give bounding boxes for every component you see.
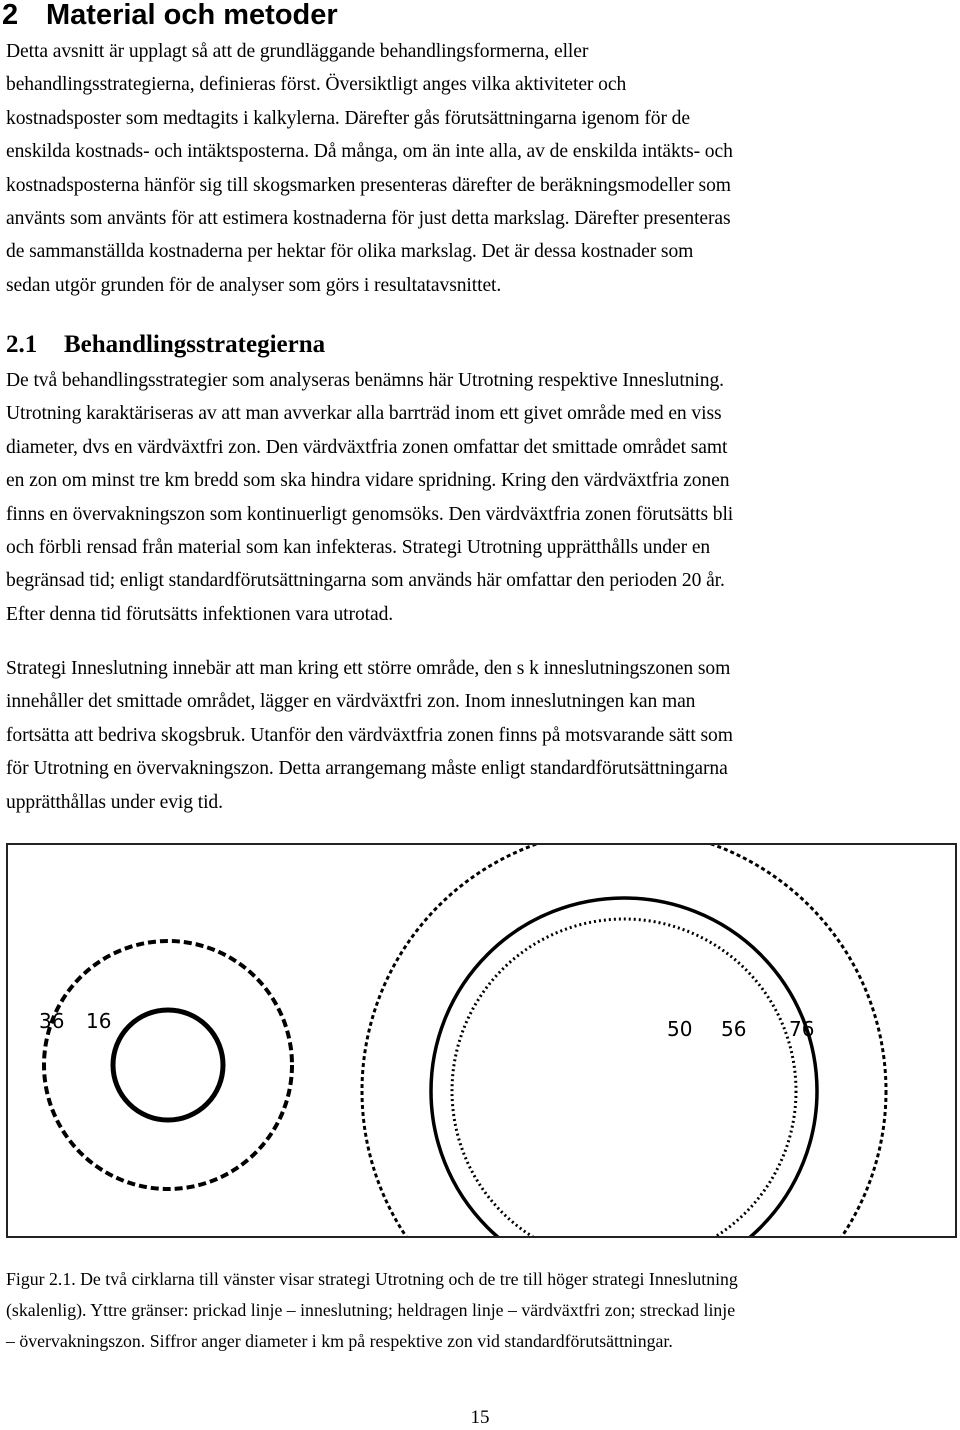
text-line: begränsad tid; enligt standardförutsättningarna som används här omfattar den perioden 20 år. <box>6 570 725 592</box>
caption-line: Figur 2.1. De två cirklarna till vänster visar strategi Utrotning och de tre till höger strategi Inneslutning <box>6 1269 738 1289</box>
text-line: sedan utgör grunden för de analyser som görs i resultatavsnittet. <box>6 274 502 296</box>
label-inneslutning-76: 76 <box>789 1017 815 1041</box>
text-line: Utrotning karaktäriseras av att man avverkar alla barrträd inom ett givet område med en viss <box>6 403 722 425</box>
text-line: och förbli rensad från material som kan infekteras. Strategi Utrotning upprätthålls under en <box>6 537 711 559</box>
text-line: kostnadsposter som medtagits i kalkylerna. Därefter gås förutsättningarna igenom för de <box>6 107 690 129</box>
utrotning-hostfree-circle <box>113 1010 223 1120</box>
inneslutning-hostfree-circle <box>431 898 817 1236</box>
subsection-heading <box>6 330 946 360</box>
zone-diagram <box>8 845 955 1236</box>
intro-paragraph <box>6 35 958 302</box>
text-line: upprätthållas under evig tid. <box>6 791 223 813</box>
label-utrotning-16: 16 <box>86 1009 112 1033</box>
text-line: Detta avsnitt är upplagt så att de grundläggande behandlingsformerna, eller <box>6 41 589 62</box>
text-line: använts som använts för att estimera kostnaderna för just detta markslag. Därefter presenteras <box>6 208 731 230</box>
text-line: fortsätta att bedriva skogsbruk. Utanför den värdväxtfria zonen finns på motsvarande sätt som <box>6 724 733 746</box>
caption-line: (skalenlig). Yttre gränser: prickad linje – inneslutning; heldragen linje – värdväxtfri zon; streckad linje <box>6 1300 736 1320</box>
subsection-number: 2.1 <box>6 331 38 358</box>
text-line: de sammanställda kostnaderna per hektar för olika markslag. Det är dessa kostnader som <box>6 241 694 263</box>
figure-caption <box>6 1264 958 1357</box>
page-number: 15 <box>470 1407 490 1428</box>
section-title: Material och metoder <box>46 0 338 31</box>
text-line: finns en övervakningszon som kontinuerligt genomsöks. Den värdväxtfria zonen förutsätts bli <box>6 503 734 525</box>
inneslutning-paragraph <box>6 652 958 819</box>
zone-figure <box>6 843 957 1238</box>
utrotning-surveillance-circle <box>44 941 292 1189</box>
text-line: enskilda kostnads- och intäktsposterna. Då många, om än inte alla, av de enskilda intäkts- och <box>6 141 733 163</box>
text-line: diameter, dvs en värdväxtfri zon. Den värdväxtfria zonen omfattar det smittade området samt <box>6 436 728 458</box>
caption-line: – övervakningszon. Siffror anger diameter i km på respektive zon vid standardförutsättningar. <box>6 1331 673 1351</box>
text-line: för Utrotning en övervakningszon. Detta arrangemang måste enligt standardförutsättningarna <box>6 758 728 780</box>
section-number: 2 <box>2 0 19 31</box>
text-line: Strategi Inneslutning innebär att man kring ett större område, den s k inneslutningszonen som <box>6 658 731 679</box>
text-line: innehåller det smittade området, lägger en värdväxtfri zon. Inom inneslutningen kan man <box>6 691 696 713</box>
section-heading <box>0 0 960 30</box>
text-line: behandlingsstrategierna, definieras först. Översiktligt anges vilka aktiviteter och <box>6 74 627 96</box>
label-inneslutning-50: 50 <box>667 1017 693 1041</box>
text-line: en zon om minst tre km bredd som ska hindra vidare spridning. Kring den värdväxtfria zonen <box>6 470 730 492</box>
inneslutning-containment-circle <box>452 919 796 1236</box>
utrotning-paragraph <box>6 364 958 631</box>
subsection-title: Behandlingsstrategierna <box>64 331 326 358</box>
label-utrotning-36: 36 <box>39 1009 65 1033</box>
text-line: De två behandlingsstrategier som analyseras benämns här Utrotning respektive Inneslutning. <box>6 370 724 391</box>
label-inneslutning-56: 56 <box>721 1017 747 1041</box>
text-line: kostnadsposterna hänför sig till skogsmarken presenteras därefter de beräkningsmodeller som <box>6 174 731 196</box>
text-line: Efter denna tid förutsätts infektionen vara utrotad. <box>6 603 394 625</box>
